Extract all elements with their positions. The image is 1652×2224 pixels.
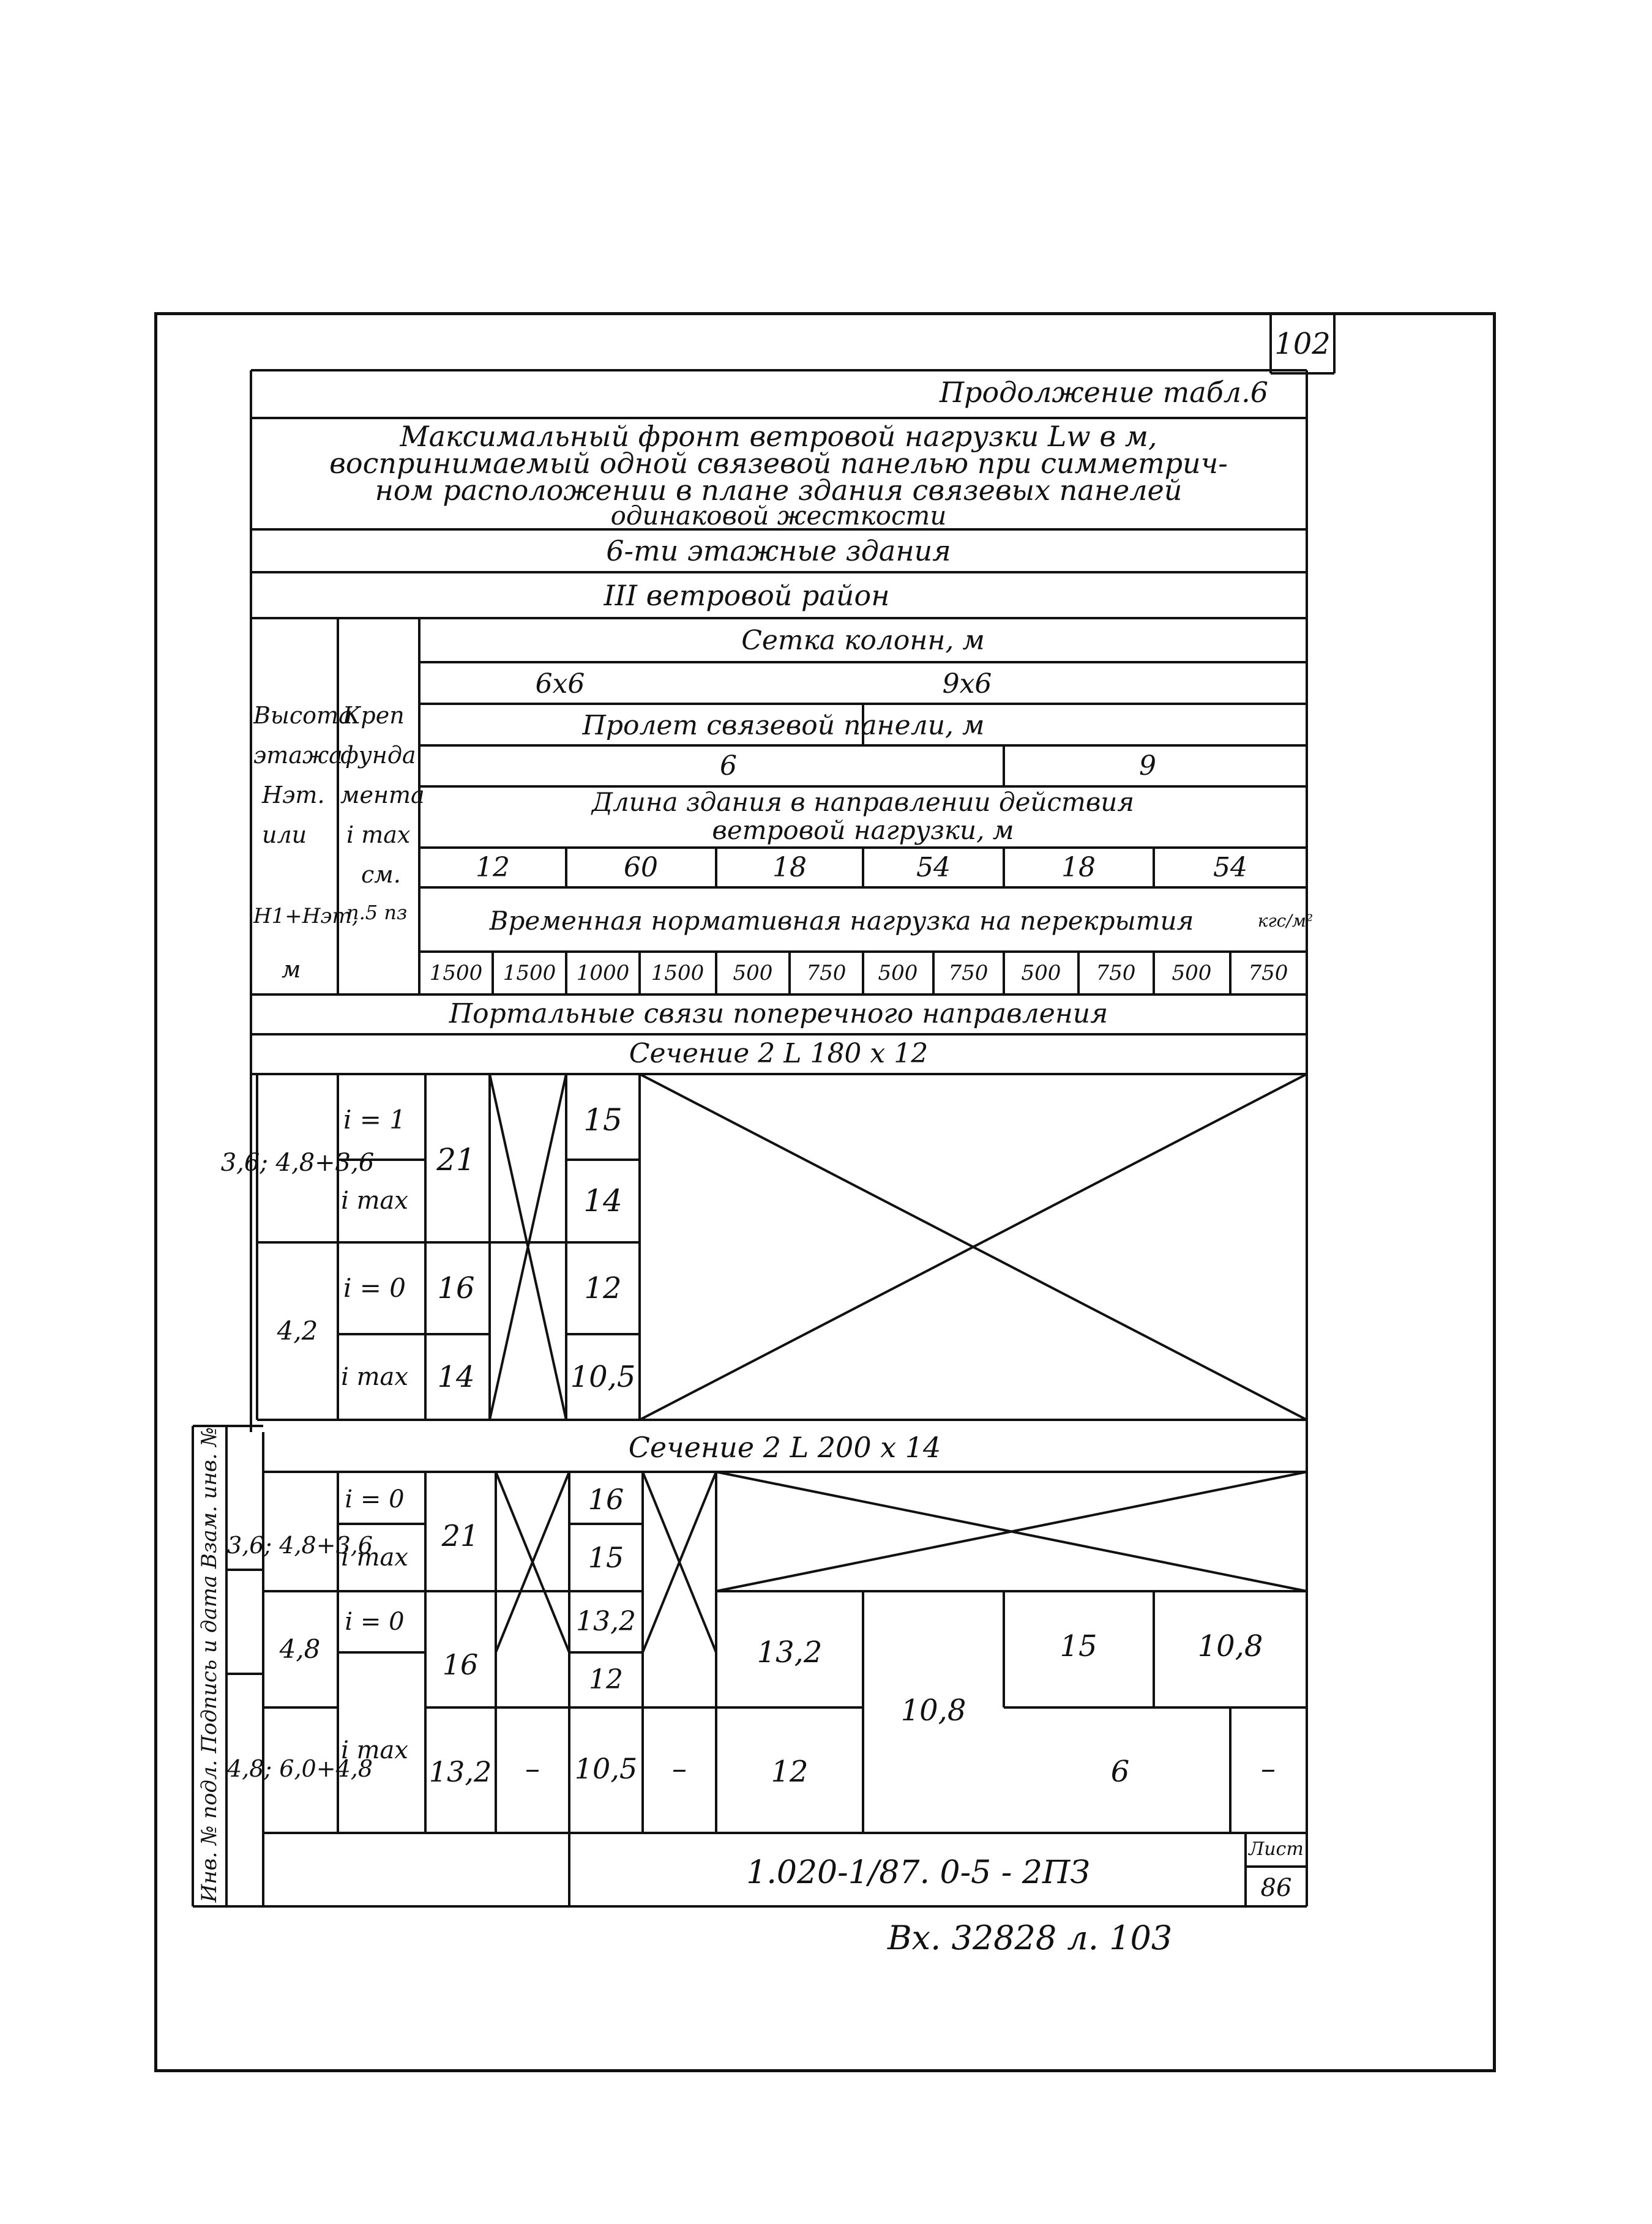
span-9: 9 (1139, 750, 1156, 782)
load-7: 500 (878, 961, 918, 985)
s2-col-b-1: 16 (588, 1483, 624, 1516)
load-8: 750 (948, 961, 989, 985)
s1-col-a-1: 21 (436, 1142, 476, 1177)
floor-height-hdr-2: этажа (253, 742, 343, 769)
s1-i-2: i max (341, 1187, 408, 1215)
floor-height-hdr-6: м (282, 956, 301, 983)
slab-joint-hdr-2: фунда (340, 742, 416, 769)
s2-v1-b: 12 (771, 1755, 809, 1789)
sheet-number: 86 (1260, 1874, 1292, 1902)
s2-dash-1: – (525, 1752, 540, 1786)
grid-6x6: 6х6 (535, 668, 585, 700)
s2-col-b-4: 12 (589, 1664, 623, 1695)
table-title-line-1: Максимальный фронт ветровой нагрузки Lw в м, (400, 420, 1157, 453)
s2-v1-a: 13,2 (757, 1635, 823, 1670)
length-18-a: 18 (772, 852, 807, 883)
section-1-title: Сечение 2 L 180 х 12 (629, 1038, 929, 1069)
live-load-unit: кгс/м² (1257, 911, 1314, 931)
s2-col-a-1: 21 (441, 1519, 479, 1553)
s2-dash-2: – (672, 1752, 687, 1786)
live-load-title: Временная нормативная нагрузка на перекрытия (489, 906, 1194, 936)
s2-i-4: i max (341, 1736, 408, 1764)
load-3: 1000 (576, 961, 630, 985)
s2-i-3: i = 0 (345, 1608, 405, 1636)
load-4: 1500 (651, 961, 705, 985)
load-9: 500 (1021, 961, 1061, 985)
grid-9x6: 9х6 (942, 668, 992, 700)
side-stamp: Инв. № подл. Подпись и дата Взам. инв. № (197, 1427, 222, 1903)
s1-col-b-4: 10,5 (570, 1360, 636, 1394)
slab-joint-hdr-3: мента (340, 782, 425, 808)
floor-height-hdr-4: или (262, 821, 307, 848)
slab-joint-hdr-5: см. (361, 861, 401, 888)
load-10: 750 (1096, 961, 1136, 985)
load-6: 750 (806, 961, 847, 985)
floor-height-hdr-5: Н1+Нэт, (253, 904, 359, 928)
length-title-line-2: ветровой нагрузки, м (712, 815, 1014, 845)
continuation-label: Продолжение табл.6 (940, 376, 1268, 409)
bracing-type: Портальные связи поперечного направления (449, 998, 1108, 1029)
length-18-b: 18 (1061, 852, 1096, 883)
building-type: 6-ти этажные здания (606, 534, 951, 567)
s1-col-b-2: 14 (583, 1183, 622, 1218)
load-12: 750 (1248, 961, 1288, 985)
s2-v2: 10,8 (900, 1693, 966, 1728)
s2-col-b-2: 15 (588, 1541, 624, 1574)
load-2: 1500 (503, 961, 556, 985)
s1-height-2: 4,2 (277, 1316, 318, 1346)
slab-joint-hdr-1: Креп (343, 702, 405, 729)
load-1: 1500 (429, 961, 483, 985)
s2-dash-3: – (1261, 1752, 1276, 1786)
table-title-line-2: воспринимаемый одной связевой панелью при симметрич- (329, 447, 1228, 480)
s1-i-4: i max (341, 1363, 408, 1391)
s1-col-b-3: 12 (584, 1271, 622, 1305)
s1-height-1: 3,6; 4,8+3,6 (220, 1149, 375, 1177)
s2-height-2: 4,8 (279, 1634, 321, 1664)
length-title-line-1: Длина здания в направлении действия (591, 787, 1135, 817)
s1-col-b-1: 15 (583, 1102, 622, 1138)
s2-col-a-3: 13,2 (428, 1755, 492, 1788)
table-title-line-3: ном расположении в плане здания связевых панелей (375, 474, 1183, 507)
length-54-a: 54 (916, 852, 951, 883)
s2-col-b-3: 13,2 (576, 1606, 636, 1637)
sheet-top-number: 102 (1274, 327, 1331, 361)
s2-height-3: 4,8; 6,0+4,8 (226, 1755, 373, 1782)
s1-col-a-2: 16 (437, 1271, 475, 1305)
slab-joint-hdr-6: п.5 пз (346, 901, 408, 924)
s2-i-2: i max (341, 1543, 408, 1572)
s2-i-1: i = 0 (345, 1485, 405, 1513)
doc-code: 1.020-1/87. 0-5 - 2ПЗ (746, 1854, 1090, 1891)
floor-height-hdr-3: Нэт. (262, 782, 325, 808)
length-60: 60 (624, 852, 658, 883)
table-title-line-4: одинаковой жесткости (610, 501, 947, 531)
load-5: 500 (733, 961, 773, 985)
s2-col-a-2: 16 (442, 1648, 479, 1681)
s1-i-1: i = 1 (343, 1105, 406, 1135)
s2-v3-b: 6 (1110, 1755, 1130, 1789)
column-grid-title: Сетка колонн, м (741, 625, 985, 656)
wind-region: III ветровой район (604, 579, 890, 612)
load-11: 500 (1172, 961, 1212, 985)
s1-col-a-3: 14 (437, 1360, 475, 1394)
length-54-b: 54 (1213, 852, 1247, 883)
section-2-title: Сечение 2 L 200 х 14 (628, 1431, 941, 1464)
s2-height-1: 3,6; 4,8+3,6 (226, 1532, 373, 1559)
archive-note: Вх. 32828 л. 103 (888, 1919, 1173, 1957)
floor-height-hdr-1: Высота (253, 702, 353, 729)
s2-col-b-5: 10,5 (574, 1752, 638, 1785)
length-12: 12 (476, 852, 510, 883)
span-6: 6 (720, 750, 737, 782)
sheet-label: Лист (1249, 1838, 1304, 1860)
s2-v4: 10,8 (1197, 1629, 1263, 1663)
panel-span-title: Пролет связевой панели, м (582, 710, 985, 741)
s2-v3-a: 15 (1060, 1629, 1097, 1663)
slab-joint-hdr-4: i max (346, 821, 411, 848)
s1-i-3: i = 0 (343, 1273, 406, 1303)
